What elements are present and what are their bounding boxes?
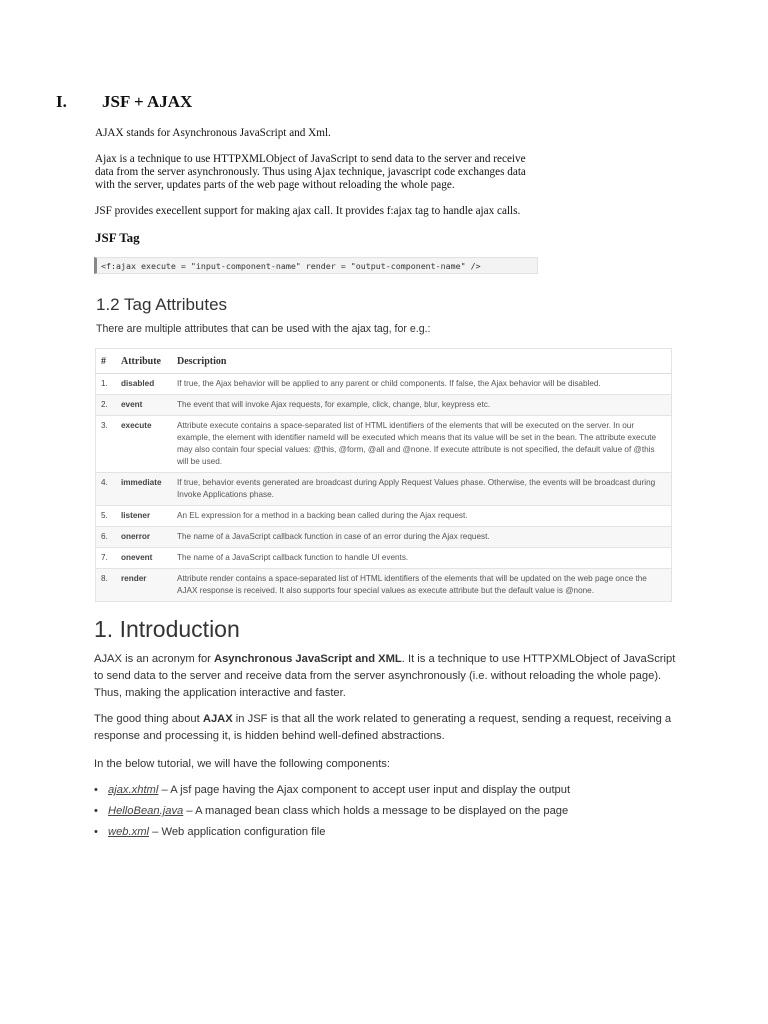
attribute-name: onevent [116,548,172,569]
table-row [96,473,672,506]
column-header: # [96,349,117,374]
tag-attributes-heading: 1.2 Tag Attributes [96,295,228,314]
attribute-description: The name of a JavaScript callback function in case of an error during the Ajax request. [172,527,672,548]
code-snippet: <f:ajax execute = "input-component-name" render = "output-component-name" /> [94,257,538,274]
text-span: AJAX is an acronym for [94,653,214,665]
bold-text: Asynchronous JavaScript and XML [214,653,402,665]
attribute-name: immediate [116,473,172,506]
row-number: 6. [96,527,117,548]
introduction-heading: 1. Introduction [94,616,240,642]
paragraph-jsf-support: JSF provides execellent support for making ajax call. It provides f:ajax tag to handle ajax calls. [95,205,521,217]
attribute-name: listener [116,506,172,527]
bullet-icon: • [94,784,98,796]
intro-paragraph-1 [94,651,684,702]
row-number: 4. [96,473,117,506]
row-number: 8. [96,569,117,602]
file-link[interactable]: web.xml [108,826,150,838]
text-span: The good thing about [94,713,203,725]
intro-paragraph-2 [94,711,684,745]
column-header: Attribute [116,349,172,374]
attribute-description: Attribute execute contains a space-separated list of HTML identifiers of the elements that will be executed on the server. In our example, the element with identifier nameId will be executed which means that its value will be set in the bean. The attribute execute may also contain four special values: @this, @form, @all and @none. If execute attribute is not specified, the default value of @this will be used. [172,416,672,473]
list-item [94,803,570,824]
table-row [96,506,672,527]
table-row [96,374,672,395]
paragraph-ajax-technique: Ajax is a technique to use HTTPXMLObject of JavaScript to send data to the server and receive data from the server asynchronously. Thus using Ajax technique, javascript code exchanges data with the server, updates parts of the web page without reloading the whole page. [95,153,526,191]
bold-text: AJAX [202,713,233,725]
row-number: 1. [96,374,117,395]
section-title: JSF + AJAX [102,92,193,111]
bullet-icon: • [94,826,98,838]
section-number: I. [56,92,67,111]
table-row [96,416,672,473]
attribute-description: The name of a JavaScript callback function to handle UI events. [172,548,672,569]
attribute-description: Attribute render contains a space-separated list of HTML identifiers of the elements that will be updated on the web page once the AJAX response is received. It also supports four special values as execute attribute but the default value is @none. [172,569,672,602]
jsf-tag-heading: JSF Tag [95,230,140,245]
text-span: in JSF is that all the work related to generating a request, sending a request, receiving a response and processing it, is hidden behind well-defined abstractions. [94,713,672,742]
components-list [94,782,570,845]
table-row [96,527,672,548]
column-header: Description [172,349,672,374]
row-number: 5. [96,506,117,527]
file-link[interactable]: ajax.xhtml [108,784,159,796]
attribute-description: An EL expression for a method in a backing bean called during the Ajax request. [172,506,672,527]
table-row [96,548,672,569]
row-number: 2. [96,395,117,416]
attribute-description: The event that will invoke Ajax requests, for example, click, change, blur, keypress etc. [172,395,672,416]
list-item-text: – A jsf page having the Ajax component to accept user input and display the output [158,784,571,796]
attribute-name: render [116,569,172,602]
attribute-name: disabled [116,374,172,395]
list-item [94,782,570,803]
table-row [96,569,672,602]
list-item-text: – A managed bean class which holds a message to be displayed on the page [183,805,569,817]
paragraph-ajax-stands: AJAX stands for Asynchronous JavaScript and Xml. [95,127,331,139]
intro-paragraph-3: In the below tutorial, we will have the following components: [94,758,391,770]
table-row [96,395,672,416]
text-span: . It is a technique to use HTTPXMLObject of JavaScript to send data to the server and receive data from the server asynchronously (i.e. without reloading the whole page). Thus, making the application interactive and faster. [94,653,676,699]
bullet-icon: • [94,805,98,817]
list-item-text: – Web application configuration file [149,826,326,838]
row-number: 3. [96,416,117,473]
table-header-row [96,349,672,374]
attribute-name: execute [116,416,172,473]
attributes-table [95,348,672,602]
section-heading [56,92,192,112]
tag-attributes-intro: There are multiple attributes that can be used with the ajax tag, for e.g.: [96,323,431,335]
attribute-description: If true, the Ajax behavior will be applied to any parent or child components. If false, the Ajax behavior will be disabled. [172,374,672,395]
file-link[interactable]: HelloBean.java [108,805,184,817]
attribute-name: onerror [116,527,172,548]
attribute-name: event [116,395,172,416]
row-number: 7. [96,548,117,569]
list-item [94,824,570,845]
attribute-description: If true, behavior events generated are broadcast during Apply Request Values phase. Otherwise, the events will be broadcast during Invoke Applications phase. [172,473,672,506]
